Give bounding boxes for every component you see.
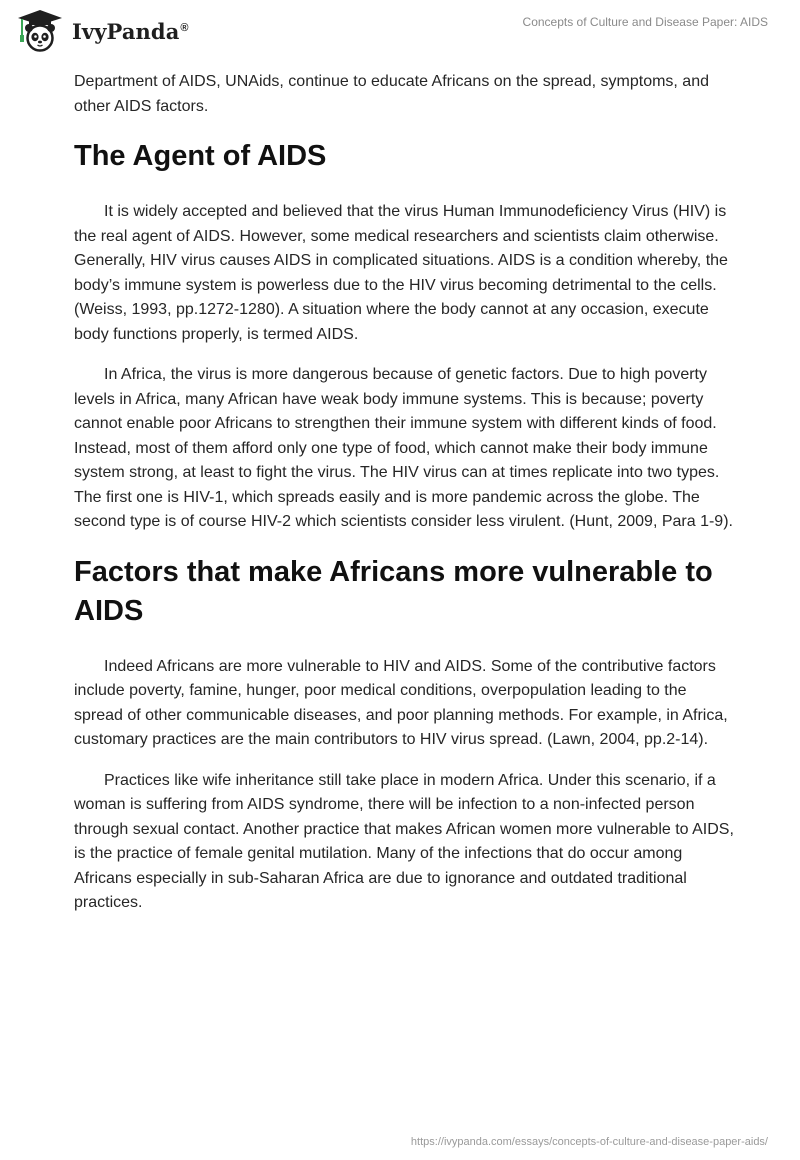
- page-header: [0, 0, 800, 60]
- paragraph: In Africa, the virus is more dangerous because of genetic factors. Due to high poverty levels in Africa, many African have weak body immune systems. This is because; poverty cannot enable poor Africans to strengthen their immune system with different kinds of food. Instead, most of them afford only one type of food, which cannot make their body immune system strong, at least to fight the virus. The HIV virus can at times replicate into two types. The first one is HIV-1, which spreads easily and is more pandemic across the globe. The second type is of course HIV-2 which scientists consider less virulent. (Hunt, 2009, Para 1-9).: [74, 366, 733, 530]
- article-body: [74, 70, 734, 932]
- source-url[interactable]: https://ivypanda.com/essays/concepts-of-culture-and-disease-paper-aids/: [410, 1136, 768, 1148]
- logo[interactable]: [14, 8, 189, 52]
- paragraph: It is widely accepted and believed that the virus Human Immunodeficiency Virus (HIV) is the real agent of AIDS. However, some medical researchers and scientists claim otherwise. Generally, HIV virus causes AIDS in complicated situations. AIDS is a condition whereby, the body’s immune system is powerless due to the HIV virus becoming detrimental to the cells. (Weiss, 1993, pp.1272-1280). A situation where the body cannot at any occasion, execute body functions properly, is termed AIDS.: [74, 203, 728, 343]
- registered-mark: ®: [180, 21, 189, 34]
- section-heading-agent-of-aids: The Agent of AIDS: [74, 140, 327, 172]
- logo-text: [72, 19, 189, 44]
- paragraph: Practices like wife inheritance still take place in modern Africa. Under this scenario, if a woman is suffering from AIDS syndrome, there will be infection to a non-infected person through sexual contact. Another practice that makes African women more vulnerable to AIDS, is the practice of female genital mutilation. Many of the infections that do occur among Africans especially in sub-Saharan Africa are due to ignorance and outdated traditional practices.: [74, 771, 734, 911]
- paragraph: Indeed Africans are more vulnerable to HIV and AIDS. Some of the contributive factors include poverty, famine, hunger, poor medical conditions, overpopulation leading to the spread of other communicable diseases, and poor planning methods. For example, in Africa, customary practices are the main contributors to HIV virus spread. (Lawn, 2004, pp.2-14).: [74, 657, 728, 748]
- logo-name: IvyPanda: [72, 18, 180, 44]
- intro-paragraph: Department of AIDS, UNAids, continue to educate Africans on the spread, symptoms, and other AIDS factors.: [74, 73, 709, 115]
- section-heading-vulnerability-factors: Factors that make Africans more vulnerable to AIDS: [74, 555, 713, 627]
- panda-graduate-icon: [14, 8, 66, 52]
- document-title: Concepts of Culture and Disease Paper: AIDS: [522, 15, 768, 29]
